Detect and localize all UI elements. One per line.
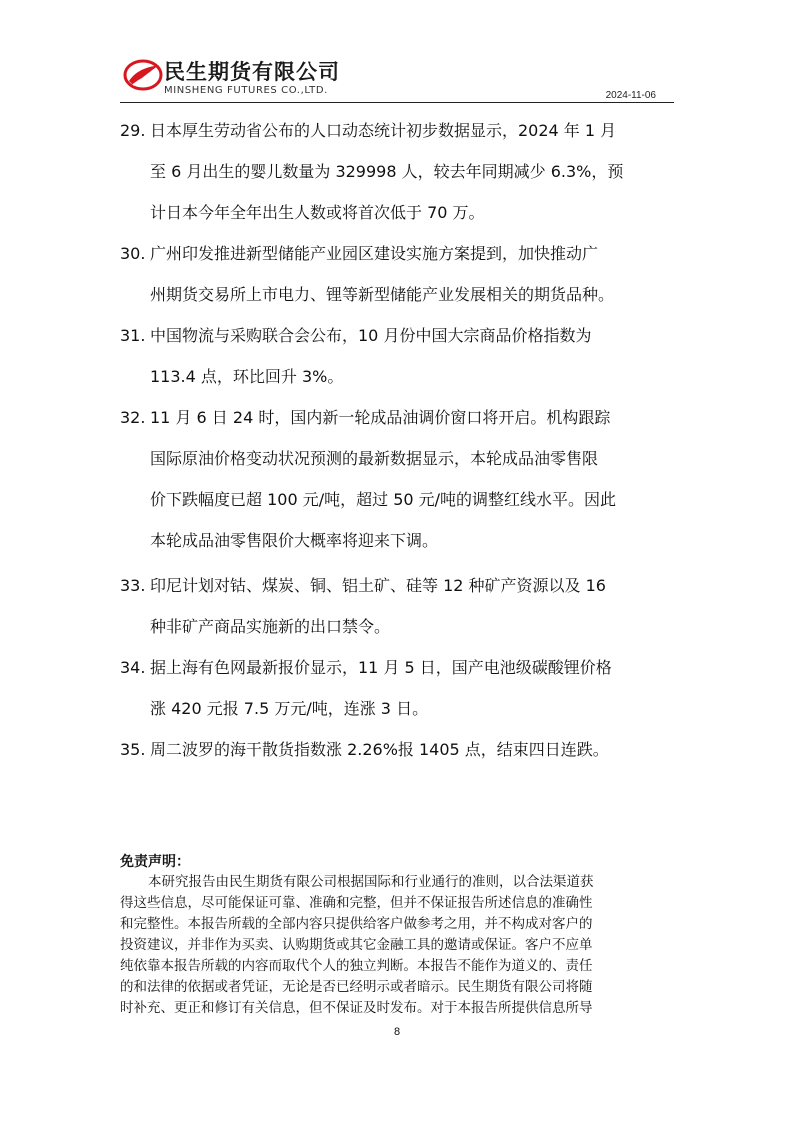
page-header — [120, 52, 674, 100]
disclaimer-line: 时补充、更正和修订有关信息，但不保证及时发布。对于本报告所提供信息所导 — [120, 1000, 593, 1016]
item-text-line: 周二波罗的海干散货指数涨 2.26%报 1405 点，结束四日连跌。 — [150, 740, 609, 759]
item-text-line: 113.4 点，环比回升 3%。 — [150, 367, 344, 386]
disclaimer-line: 得这些信息，尽可能保证可靠、准确和完整，但并不保证报告所述信息的准确性 — [120, 895, 593, 911]
item-text-line: 中国物流与采购联合会公布，10 月份中国大宗商品价格指数为 — [150, 326, 592, 345]
company-name-cn: 民生期货有限公司 — [164, 60, 340, 84]
header-divider — [120, 102, 674, 103]
disclaimer-line: 的和法律的依据或者凭证，无论是否已经明示或者暗示。民生期货有限公司将随 — [120, 979, 593, 995]
item-text-line: 广州印发推进新型储能产业园区建设实施方案提到，加快推动广 — [150, 244, 599, 263]
company-name-en: MINSHENG FUTURES CO.,LTD. — [164, 85, 328, 96]
disclaimer-body — [120, 872, 676, 1019]
news-item-29 — [120, 110, 680, 233]
item-number: 35. — [120, 740, 146, 759]
item-text-line: 据上海有色网最新报价显示，11 月 5 日，国产电池级碳酸锂价格 — [150, 658, 612, 677]
disclaimer-line: 和完整性。本报告所载的全部内容只提供给客户做参考之用，并不构成对客户的 — [120, 916, 593, 932]
disclaimer-line: 投资建议，并非作为买卖、认购期货或其它金融工具的邀请或保证。客户不应单 — [120, 937, 593, 953]
news-item-30 — [120, 233, 680, 315]
news-item-35 — [120, 729, 680, 770]
disclaimer-line: 本研究报告由民生期货有限公司根据国际和行业通行的准则，以合法渠道获 — [148, 874, 594, 890]
news-item-33 — [120, 565, 680, 647]
page-number: 8 — [393, 1026, 401, 1038]
minsheng-logo-icon — [123, 59, 163, 91]
disclaimer-line: 纯依靠本报告所载的内容而取代个人的独立判断。本报告不能作为道义的、责任 — [120, 958, 593, 974]
news-item-32 — [120, 397, 680, 561]
disclaimer-title: 免责声明： — [120, 854, 190, 870]
item-text-line: 本轮成品油零售限价大概率将迎来下调。 — [150, 531, 439, 550]
item-text-line: 印尼计划对钴、煤炭、铜、铝土矿、硅等 12 种矿产资源以及 16 — [150, 576, 606, 595]
item-number: 31. — [120, 326, 146, 345]
item-text-line: 日本厚生劳动省公布的人口动态统计初步数据显示，2024 年 1 月 — [150, 121, 617, 140]
news-item-31 — [120, 315, 680, 397]
news-item-34 — [120, 647, 680, 729]
disclaimer-section — [120, 852, 676, 1019]
item-text-line: 计日本今年全年出生人数或将首次低于 70 万。 — [150, 203, 485, 222]
item-text-line: 涨 420 元报 7.5 万元/吨，连涨 3 日。 — [150, 699, 429, 718]
item-text-line: 至 6 月出生的婴儿数量为 329998 人，较去年同期减少 6.3%，预 — [150, 162, 624, 181]
company-logo — [120, 52, 520, 100]
item-number: 30. — [120, 244, 146, 263]
item-number: 34. — [120, 658, 146, 677]
item-number: 33. — [120, 576, 146, 595]
item-text-line: 11 月 6 日 24 时，国内新一轮成品油调价窗口将开启。机构跟踪 — [150, 408, 611, 427]
item-number: 32. — [120, 408, 146, 427]
item-number: 29. — [120, 121, 146, 140]
item-text-line: 国际原油价格变动状况预测的最新数据显示，本轮成品油零售限 — [150, 449, 599, 468]
item-text-line: 种非矿产商品实施新的出口禁令。 — [150, 617, 391, 636]
item-text-line: 州期货交易所上市电力、锂等新型储能产业发展相关的期货品种。 — [150, 285, 615, 304]
item-text-line: 价下跌幅度已超 100 元/吨，超过 50 元/吨的调整红线水平。因此 — [150, 490, 617, 509]
report-date: 2024-11-06 — [605, 90, 656, 101]
news-list — [120, 110, 680, 770]
